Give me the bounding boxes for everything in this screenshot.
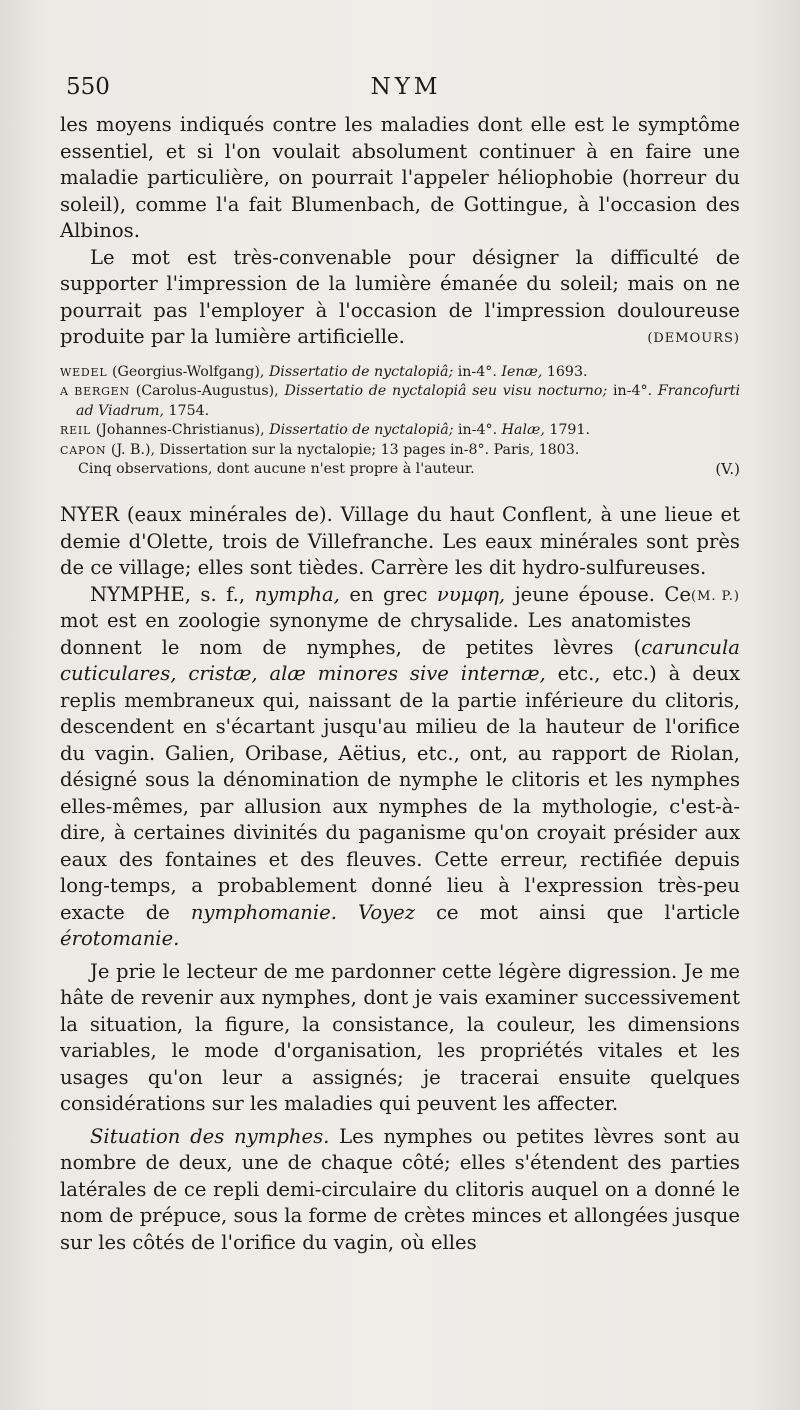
entry-nyer: NYER (eaux minérales de). Village du haut Conflent, à une lieue et demie d'Olette, trois de Villefranche. Les eaux minérales sont près de ce village; elles sont tièdes. Carrère les dit hydro-sulfureuses. (M. P.) <box>60 502 740 582</box>
running-head: NYM <box>370 74 442 100</box>
ref-title: Dissertatio de nyctalopiâ; <box>269 422 454 439</box>
ref-author: WEDEL <box>60 365 108 379</box>
ref-author: A BERGEN <box>60 385 130 399</box>
section-heading: Situation des nymphes. <box>90 1124 330 1148</box>
author-signature: (M. P.) <box>691 588 740 604</box>
bibliography-entry: WEDEL (Georgius-Wolfgang), Dissertatio de nyctalopiâ; in-4°. Ienæ, 1693. <box>60 363 588 380</box>
greek-term: νυμφη, <box>436 582 506 606</box>
author-signature: (V.) <box>715 460 740 479</box>
paragraph-text: les moyens indiqués contre les maladies dont elle est le symptôme essentiel, et si l'on voulait absolument continuer à en faire une maladie particulière, on pourrait l'appeler héliophobie (horreur du soleil), comme l'a fait Blumenbach, de Gottingue, à l'occasion des Albinos. <box>60 113 740 242</box>
page-body <box>60 112 740 1256</box>
paragraph-heliophobie <box>60 112 740 245</box>
cross-reference: nymphomanie. <box>190 900 338 924</box>
ref-author: REIL <box>60 424 92 438</box>
ref-place: Ienæ, <box>501 363 543 380</box>
ref-title: Dissertatio de nyctalopiâ seu visu nocturno; <box>284 383 608 400</box>
entry-nymphe: NYMPHE, s. f., nympha, en grec νυμφη, jeune épouse. Ce mot est en zoologie synonyme de chrysalide. Les anatomistes donnent le nom de nymphes, de petites lèvres (caruncula cuticulares, cristæ, alæ minores sive internæ, etc., etc.) à deux replis membraneux qui, naissant de la partie inférieure du clitoris, descendent en s'écartant jusqu'au milieu de la hauteur de l'orifice du vagin. Galien, Oribase, Aëtius, etc., ont, au rapport de Riolan, désigné sous la dénomination de nymphe le clitoris et les nymphes elles-mêmes, par allusion aux nymphes de la mythologie, c'est-à-dire, à certaines divinités du paganisme qu'on croyait présider aux eaux des fontaines et des fleuves. Cette erreur, rectifiée depuis long-temps, a probablement donné lieu à l'expression très-peu exacte de nymphomanie. Voyez ce mot ainsi que l'article érotomanie. <box>60 582 740 951</box>
latin-term: nympha, <box>254 582 340 606</box>
paragraph-lumiere <box>60 245 740 351</box>
page-number: 550 <box>66 74 110 100</box>
voyez: Voyez <box>357 900 416 924</box>
ref-title: Dissertatio de nyctalopiâ; <box>268 363 454 380</box>
ref-place: Francofurti ad Viadrum, <box>76 383 740 419</box>
entry-headword: NYER <box>60 503 120 527</box>
entry-headword: NYMPHE, <box>90 582 191 606</box>
paragraph-situation: Situation des nymphes. Les nymphes ou petites lèvres sont au nombre de deux, une de chaque côté; elles s'étendent des parties latérales de ce repli demi-circulaire du clitoris auquel on a donné le nom de prépuce, sous la forme de crètes minces et allongées jusque sur les côtés de l'orifice du vagin, où elles <box>60 1124 740 1254</box>
bibliography-entry: CAPON (J. B.), Dissertation sur la nyctalopie; 13 pages in-8°. Paris, 1803. <box>60 441 580 458</box>
cross-reference: érotomanie. <box>60 927 180 951</box>
page-header <box>66 74 746 108</box>
bibliography-entry: A BERGEN (Carolus-Augustus), Dissertatio de nyctalopiâ seu visu nocturno; in-4°. Francofurti ad Viadrum, 1754. <box>60 383 740 419</box>
paragraph-text: Le mot est très-convenable pour désigner la difficulté de supporter l'impression de la lumière émanée du soleil; mais on ne pourrait pas l'employer à l'occasion de l'impression douloureuse produite par la lumière artificielle. <box>60 245 740 348</box>
bibliography-entry: REIL (Johannes-Christianus), Dissertatio de nyctalopiâ; in-4°. Halæ, 1791. <box>60 422 590 439</box>
bibliography-note: Cinq observations, dont aucune n'est propre à l'auteur. (V.) <box>78 460 740 479</box>
bibliography <box>60 363 740 481</box>
latin-terms: caruncula cuticulares, cristæ, alæ minores sive internæ, <box>60 635 740 686</box>
author-signature: (DEMOURS) <box>647 331 740 346</box>
ref-author: CAPON <box>60 443 107 457</box>
paragraph-digression: Je prie le lecteur de me pardonner cette légère digression. Je me hâte de revenir aux nymphes, dont je vais examiner successivement la situation, la figure, la consistance, la couleur, les dimensions variables, le mode d'organisation, les propriétés vitales et les usages qu'on leur a assignés; je tracerai ensuite quelques considérations sur les maladies qui peuvent les affecter. <box>60 959 740 1116</box>
ref-place: Halæ, <box>501 422 545 439</box>
